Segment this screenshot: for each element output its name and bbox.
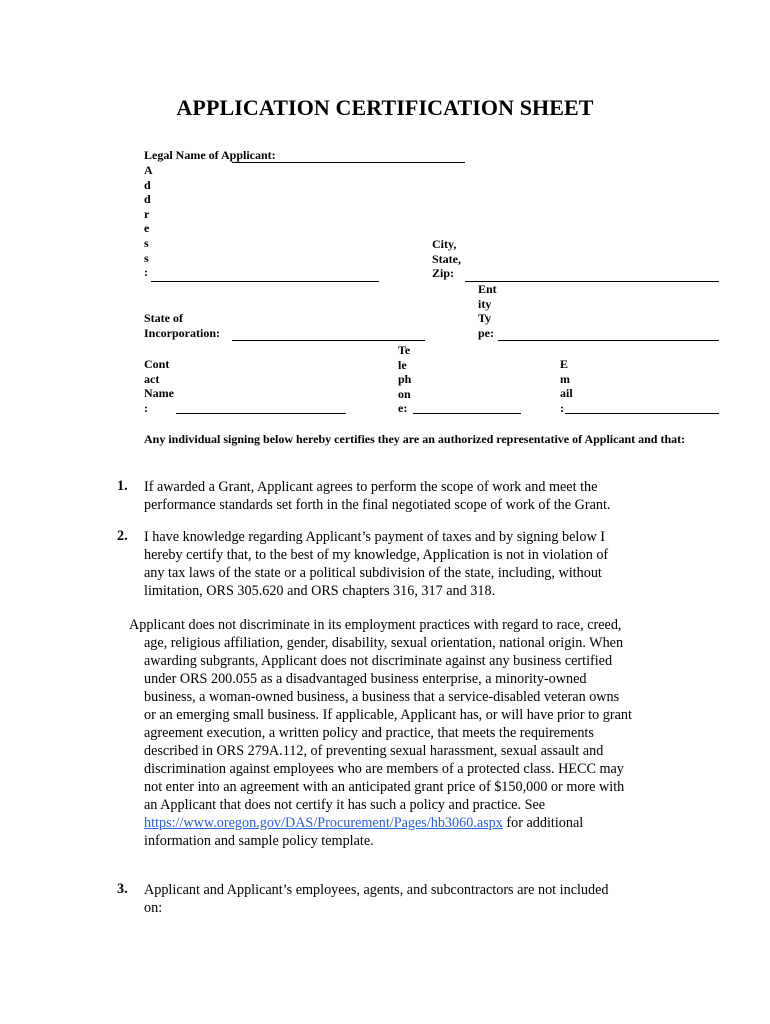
item-text: I have knowledge regarding Applicant’s payment of taxes and by signing below I hereby certify that, to the best of my knowledge, Application is not in violation of any tax laws of the state or a political subdivision of the state, including, without limitation, ORS 305.620 and ORS chapters 316, 317 and 318. [144,529,609,599]
contact-name-label: Cont act Name : [144,357,174,415]
address-label: A d d r e s s : [144,163,153,280]
hb3060-policy-link[interactable]: https://www.oregon.gov/DAS/Procurement/Pages/hb3060.aspx [144,815,503,831]
email-label: E m ail : [560,357,573,415]
address-field[interactable] [151,281,379,282]
entity-type-label: Ent ity Ty pe: [478,282,497,340]
email-field[interactable] [565,413,719,414]
item-text: Applicant and Applicant’s employees, agents, and subcontractors are not included on: [144,882,609,916]
city-state-zip-label: City, State, Zip: [432,237,461,281]
item-number: 2. [117,528,128,544]
item-number: 3. [117,881,128,897]
entity-type-field[interactable] [498,340,719,341]
contact-name-field[interactable] [176,413,346,414]
telephone-field[interactable] [413,413,521,414]
city-state-zip-field[interactable] [465,281,719,282]
item-number: 1. [117,478,128,494]
item-text: If awarded a Grant, Applicant agrees to perform the scope of work and meet the performance standards set forth in the final negotiated scope of work of the Grant. [144,479,611,513]
state-of-incorporation-label: State of Incorporation: [144,311,220,340]
nondiscrimination-paragraph: Applicant does not discriminate in its employment practices with regard to race, creed, age, religious affiliation, gender, disability, sexual orientation, national origin. When awarding subgrants, Applicant does not discriminate against any business certified under ORS 200.055 as a disadvantaged business enterprise, a minority-owned business, a woman-owned business, a business that a service-disabled veteran owns or an emerging small business. If applicable, Applicant has, or will have prior to grant agreement execution, a written policy and practice, that meets the requirements described in ORS 279A.112, of preventing sexual harassment, sexual assault and discrimination against employees who are members of a protected class. HECC may not enter into an agreement with an anticipated grant price of $150,000 or more with an Applicant that does not certify it has such a policy and practice. See https://www.oregon.gov/DAS/Procurement/Pages/hb3060.aspx for additional information and sample policy template. [129,617,632,849]
document-title: APPLICATION CERTIFICATION SHEET [176,95,594,120]
certify-intro: Any individual signing below hereby certifies they are an authorized representative of Applicant and that: [144,432,686,446]
legal-name-label: Legal Name of Applicant: [144,148,276,162]
legal-name-field[interactable] [232,162,465,163]
state-of-incorporation-field[interactable] [232,340,425,341]
telephone-label: Te le ph on e: [398,343,412,416]
